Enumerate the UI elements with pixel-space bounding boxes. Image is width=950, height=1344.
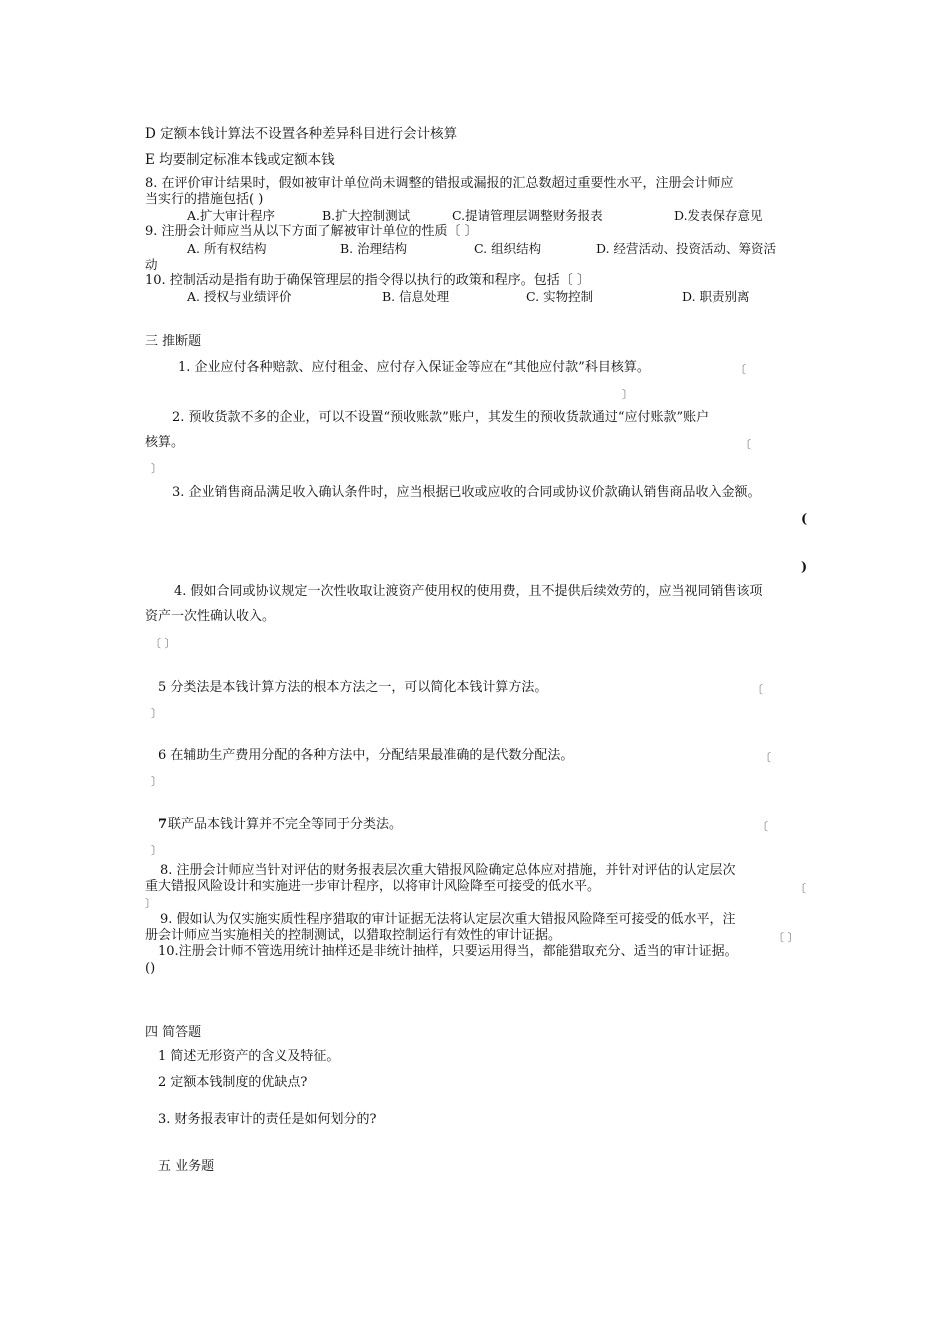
mc-q8-option-a: A.扩大审计程序 — [187, 208, 276, 223]
tf-q7-paren-close: 〕 — [151, 844, 162, 857]
tf-q9-text-cont: 册会计师应当实施相关的控制测试，以猎取控制运行有效性的审计证据。 — [145, 928, 562, 943]
mc-q8-text: 8. 在评价审计结果时，假如被审计单位尚未调整的错报或漏报的汇总数超过重要性水平，注册会计师应 — [145, 176, 734, 191]
mc-q9-option-b: B. 治理结构 — [340, 241, 408, 256]
tf-q1-paren-open: 〔 — [735, 363, 746, 376]
mc-q8-text-cont: 当实行的措施包括( ) — [145, 192, 264, 207]
tf-q1-paren-close: 〕 — [622, 388, 633, 401]
tf-q6-paren-close: 〕 — [151, 775, 162, 788]
mc-q9-option-d: D. 经营活动、投资活动、筹资活 — [596, 241, 777, 256]
tf-q7-paren-open: 〔 — [757, 820, 768, 833]
mc-q8-option-c: C.提请管理层调整财务报表 — [452, 208, 603, 223]
mc-q9-text: 9. 注册会计师应当从以下方面了解被审计单位的性质〔 〕 — [145, 224, 478, 239]
tf-q7-text: 联产品本钱计算并不完全等同于分类法。 — [168, 817, 403, 832]
tf-q9-parens: 〔 〕 — [773, 931, 799, 944]
mc-q10-option-d: D. 职责别离 — [682, 289, 750, 304]
tf-q8-paren-close: 〕 — [145, 897, 156, 910]
option-e: E 均要制定标准本钱或定额本钱 — [145, 152, 335, 168]
mc-q8-option-b: B.扩大控制测试 — [322, 208, 411, 223]
tf-q6-text: 6 在辅助生产费用分配的各种方法中，分配结果最准确的是代数分配法。 — [158, 748, 574, 763]
short-q1-text: 1 简述无形资产的含义及特征。 — [158, 1049, 340, 1064]
mc-q9-option-d-cont: 动 — [145, 257, 158, 272]
tf-q8-paren-open: 〔 — [795, 882, 806, 895]
short-q3-text: 3. 财务报表审计的责任是如何划分的? — [158, 1112, 377, 1127]
tf-q6-paren-open: 〔 — [760, 751, 771, 764]
tf-q5-text: 5 分类法是本钱计算方法的根本方法之一，可以简化本钱计算方法。 — [158, 680, 548, 695]
mc-q10-option-c: C. 实物控制 — [526, 289, 594, 304]
mc-q10-option-a: A. 授权与业绩评价 — [187, 289, 292, 304]
tf-q4-text: 4. 假如合同或协议规定一次性收取让渡资产使用权的使用费，且不提供后续效劳的，应当视同销售该项 — [174, 584, 763, 599]
mc-q9-option-a: A. 所有权结构 — [187, 241, 267, 256]
mc-q10-option-b: B. 信息处理 — [382, 289, 450, 304]
tf-q2-text-cont: 核算。 — [145, 435, 185, 450]
tf-q9-text: 9. 假如认为仅实施实质性程序猎取的审计证据无法将认定层次重大错报风险降至可接受的低水平，注 — [160, 912, 736, 927]
tf-q7-number: 7 — [158, 817, 168, 832]
tf-q10-parens: () — [145, 961, 156, 976]
tf-q2-text: 2. 预收货款不多的企业，可以不设置“预收账款”账户，其发生的预收货款通过“应付账款”账户 — [172, 410, 710, 425]
tf-q2-paren-close: 〕 — [151, 462, 162, 475]
tf-q1-text: 1. 企业应付各种赔款、应付租金、应付存入保证金等应在“其他应付款”科目核算。 — [178, 360, 650, 375]
tf-q3-paren-close: ) — [801, 560, 808, 575]
mc-q10-text: 10. 控制活动是指有助于确保管理层的指令得以执行的政策和程序。包括〔 〕 — [145, 273, 590, 288]
mc-q8-option-d: D.发表保存意见 — [674, 208, 763, 223]
section-heading-business: 五 业务题 — [158, 1159, 215, 1174]
tf-q8-text: 8. 注册会计师应当针对评估的财务报表层次重大错报风险确定总体应对措施，并针对评估的认定层次 — [160, 863, 736, 878]
tf-q5-paren-close: 〕 — [151, 707, 162, 720]
section-heading-short-answer: 四 简答题 — [145, 1025, 202, 1040]
tf-q2-paren-open: 〔 — [740, 438, 751, 451]
section-heading-judgement: 三 推断题 — [145, 334, 202, 349]
tf-q4-text-cont: 资产一次性确认收入。 — [145, 609, 276, 624]
tf-q3-paren-open: ( — [801, 512, 808, 527]
tf-q8-text-cont: 重大错报风险设计和实施进一步审计程序，以将审计风险降至可接受的低水平。 — [145, 879, 601, 894]
tf-q5-paren-open: 〔 — [752, 683, 763, 696]
option-d: D 定额本钱计算法不设置各种差异科目进行会计核算 — [145, 126, 458, 142]
tf-q4-parens: 〔 〕 — [150, 637, 176, 650]
tf-q3-text: 3. 企业销售商品满足收入确认条件时，应当根据已收或应收的合同或协议价款确认销售商品收入金额。 — [172, 485, 761, 500]
tf-q10-text: 10.注册会计师不管选用统计抽样还是非统计抽样，只要运用得当，都能猎取充分、适当的审计证据。 — [158, 944, 738, 959]
mc-q9-option-c: C. 组织结构 — [474, 241, 542, 256]
short-q2-text: 2 定额本钱制度的优缺点? — [158, 1075, 308, 1090]
